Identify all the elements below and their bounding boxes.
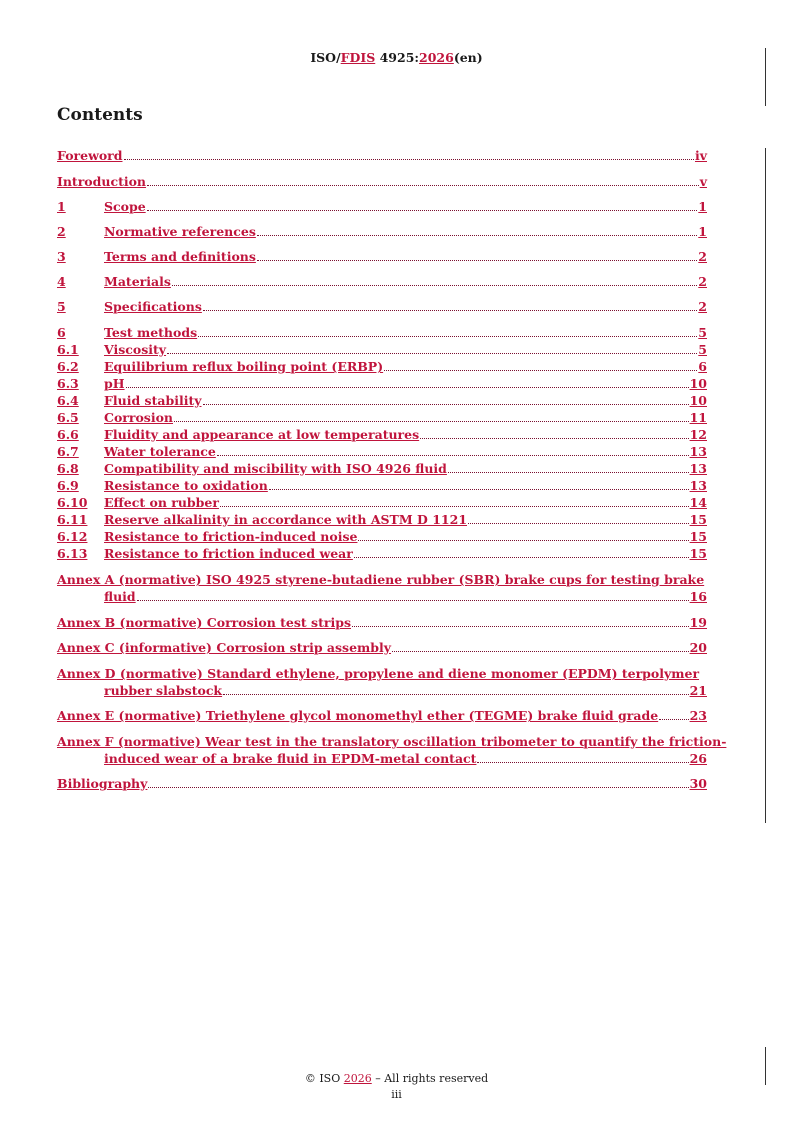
- toc-entry-6-13[interactable]: 6.13 Resistance to friction induced wear 15: [57, 546, 707, 561]
- contents-heading: Contents: [57, 105, 143, 125]
- header-middle: 4925:: [375, 50, 420, 65]
- toc-entry-5[interactable]: 5 Specifications 2: [57, 299, 707, 314]
- toc-entry-annex-f-continued[interactable]: induced wear of a brake fluid in EPDM-metal contact 26: [104, 751, 707, 766]
- toc-entry-introduction[interactable]: Introduction v: [57, 174, 707, 189]
- header-inserted-year: 2026: [419, 50, 454, 65]
- toc-entry-6-11[interactable]: 6.11 Reserve alkalinity in accordance with ASTM D 1121 15: [57, 512, 707, 527]
- toc-entry-6-6[interactable]: 6.6 Fluidity and appearance at low temperatures 12: [57, 427, 707, 442]
- toc-entry-6-5[interactable]: 6.5 Corrosion 11: [57, 410, 707, 425]
- toc-entry-1[interactable]: 1 Scope 1: [57, 199, 707, 214]
- toc-entry-annex-e[interactable]: Annex E (normative) Triethylene glycol monomethyl ether (TEGME) brake fluid grade 23: [57, 708, 707, 723]
- toc-entry-bibliography[interactable]: Bibliography 30: [57, 776, 707, 791]
- copyright-notice: [0, 1072, 793, 1085]
- toc-entry-annex-a-continued[interactable]: fluid 16: [104, 589, 707, 604]
- copyright-prefix: © ISO: [304, 1072, 344, 1085]
- toc-entry-6-4[interactable]: 6.4 Fluid stability 10: [57, 393, 707, 408]
- toc-entry-annex-a[interactable]: Annex A (normative) ISO 4925 styrene-butadiene rubber (SBR) brake cups for testing brake: [57, 572, 705, 587]
- toc-entry-6-12[interactable]: 6.12 Resistance to friction-induced noise 15: [57, 529, 707, 544]
- toc-entry-6-8[interactable]: 6.8 Compatibility and miscibility with ISO 4926 fluid 13: [57, 461, 707, 476]
- toc-entry-6-1[interactable]: 6.1 Viscosity 5: [57, 342, 707, 357]
- toc-entry-6[interactable]: 6 Test methods 5: [57, 325, 707, 340]
- toc-entry-annex-c[interactable]: Annex C (informative) Corrosion strip assembly 20: [57, 640, 707, 655]
- toc-entry-6-9[interactable]: 6.9 Resistance to oxidation 13: [57, 478, 707, 493]
- header-prefix: ISO/: [310, 50, 341, 65]
- toc-entry-annex-d[interactable]: Annex D (normative) Standard ethylene, propylene and diene monomer (EPDM) terpolymer: [57, 666, 700, 681]
- toc-entry-annex-f[interactable]: Annex F (normative) Wear test in the translatory oscillation tribometer to quantify the friction-: [57, 734, 727, 749]
- page-number: iii: [391, 1088, 402, 1101]
- toc-entry-foreword[interactable]: Foreword iv: [57, 148, 707, 163]
- toc-entry-6-3[interactable]: 6.3 pH 10: [57, 376, 707, 391]
- toc-entry-3[interactable]: 3 Terms and definitions 2: [57, 249, 707, 264]
- toc-entry-6-2[interactable]: 6.2 Equilibrium reflux boiling point (ERBP) 6: [57, 359, 707, 374]
- toc-entry-annex-d-continued[interactable]: rubber slabstock 21: [104, 683, 707, 698]
- toc-entry-6-10[interactable]: 6.10 Effect on rubber 14: [57, 495, 707, 510]
- header-suffix: (en): [453, 50, 483, 65]
- copyright-suffix: – All rights reserved: [371, 1072, 489, 1085]
- header-inserted-fdis: FDIS: [340, 50, 376, 65]
- copyright-year: 2026: [343, 1072, 372, 1085]
- toc-entry-2[interactable]: 2 Normative references 1: [57, 224, 707, 239]
- toc-entry-6-7[interactable]: 6.7 Water tolerance 13: [57, 444, 707, 459]
- toc-entry-4[interactable]: 4 Materials 2: [57, 274, 707, 289]
- toc-entry-annex-b[interactable]: Annex B (normative) Corrosion test strips 19: [57, 615, 707, 630]
